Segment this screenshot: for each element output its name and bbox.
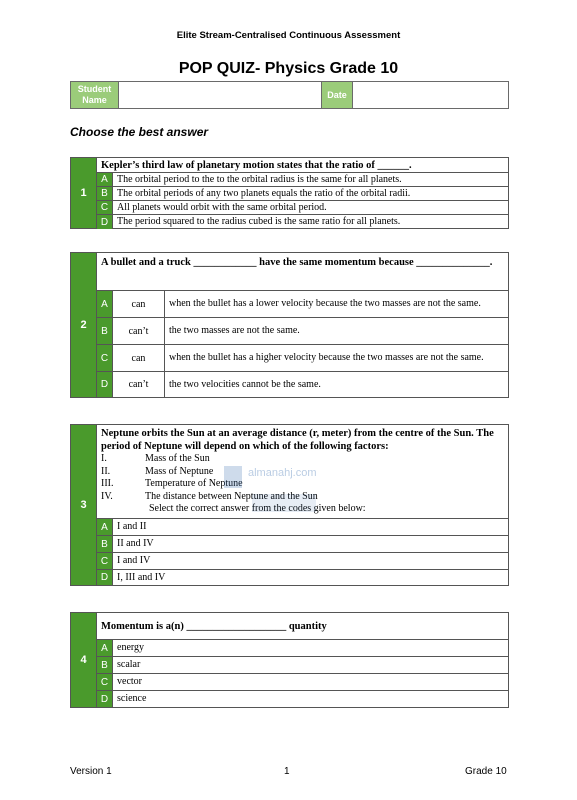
footer-grade: Grade 10 — [465, 766, 507, 777]
option-text: All planets would orbit with the same orbital period. — [117, 201, 327, 213]
factor-number: III. — [101, 478, 114, 489]
option-letter: D — [97, 570, 113, 585]
question-stem: Kepler’s third law of planetary motion states that the ratio of ______. — [97, 158, 508, 173]
question-1 — [70, 157, 509, 229]
option-letter: B — [97, 187, 113, 200]
student-name-field[interactable] — [118, 82, 322, 108]
option-row[interactable] — [97, 345, 508, 372]
question-2 — [70, 252, 509, 398]
option-verb: can — [113, 345, 165, 371]
instruction-text: Choose the best answer — [70, 125, 209, 139]
option-row[interactable] — [97, 201, 508, 215]
option-letter: A — [97, 519, 113, 535]
option-text: the two velocities cannot be the same. — [169, 378, 321, 390]
option-text: energy — [117, 642, 145, 653]
factor-text: Temperature of Neptune — [145, 478, 243, 489]
codes-instruction: Select the correct answer from the codes given below: — [149, 503, 366, 514]
option-verb: can’t — [113, 372, 165, 397]
student-info-row — [70, 81, 509, 109]
factor-number: II. — [101, 465, 111, 477]
option-letter: C — [97, 553, 113, 569]
option-row[interactable] — [97, 674, 508, 691]
question-number: 1 — [71, 158, 97, 228]
option-row[interactable] — [97, 536, 508, 553]
date-label: Date — [322, 82, 353, 108]
option-text: the two masses are not the same. — [169, 325, 300, 336]
option-text: I and IV — [117, 555, 151, 566]
option-letter: D — [97, 215, 113, 229]
option-row[interactable] — [97, 553, 508, 570]
option-letter: C — [97, 201, 113, 214]
option-text: The period squared to the radius cubed is the same ratio for all planets. — [117, 216, 401, 227]
option-row[interactable] — [97, 215, 508, 229]
footer-version: Version 1 — [70, 766, 112, 777]
option-row[interactable] — [97, 187, 508, 201]
option-text: The orbital period to the to the orbital radius is the same for all planets. — [117, 173, 402, 185]
option-row[interactable] — [97, 657, 508, 674]
question-4 — [70, 612, 509, 708]
factor-text: The distance between Neptune and the Sun — [145, 490, 318, 502]
question-stem: Neptune orbits the Sun at an average distance (r, meter) from the centre of the Sun. The period of Neptune will depend on which of the following factors: — [101, 428, 494, 452]
question-number: 4 — [71, 613, 97, 707]
option-letter: A — [97, 291, 113, 317]
option-row[interactable] — [97, 318, 508, 345]
option-row[interactable] — [97, 570, 508, 585]
option-text: I and II — [117, 521, 147, 532]
option-text: scalar — [117, 659, 141, 670]
watermark-logo — [222, 460, 338, 524]
factor-number: I. — [101, 453, 107, 464]
option-row[interactable] — [97, 640, 508, 657]
option-letter: D — [97, 372, 113, 397]
option-row[interactable] — [97, 691, 508, 707]
option-text: II and IV — [117, 538, 154, 549]
option-letter: A — [97, 173, 113, 186]
option-text: when the bullet has a lower velocity because the two masses are not the same. — [169, 298, 481, 309]
question-number: 3 — [71, 425, 97, 585]
question-number: 2 — [71, 253, 97, 397]
option-verb: can’t — [113, 318, 165, 344]
assessment-header: Elite Stream-Centralised Continuous Assessment — [176, 30, 401, 41]
question-stem: Momentum is a(n) ___________________ quantity — [97, 613, 508, 640]
option-letter: B — [97, 657, 113, 673]
option-letter: C — [97, 345, 113, 371]
factor-text: Mass of the Sun — [145, 453, 210, 464]
option-letter: A — [97, 640, 113, 656]
option-letter: B — [97, 318, 113, 344]
option-text: when the bullet has a higher velocity because the two masses are not the same. — [169, 352, 484, 363]
page-title: POP QUIZ- Physics Grade 10 — [178, 60, 399, 77]
factor-text: Mass of Neptune — [145, 465, 214, 477]
option-text: The orbital periods of any two planets equals the ratio of the orbital radii. — [117, 187, 411, 199]
student-name-label: Student Name — [71, 82, 118, 108]
option-verb: can — [113, 291, 165, 317]
option-text: science — [117, 693, 147, 704]
option-text: vector — [117, 676, 142, 687]
option-letter: B — [97, 536, 113, 552]
option-letter: D — [97, 691, 113, 707]
question-stem: A bullet and a truck ____________ have the same momentum because ______________. — [97, 253, 508, 291]
option-row[interactable] — [97, 291, 508, 318]
footer-page-number: 1 — [284, 766, 290, 777]
option-row[interactable] — [97, 372, 508, 397]
option-letter: C — [97, 674, 113, 690]
watermark-text: almanahj.com — [248, 467, 317, 479]
date-field[interactable] — [353, 82, 508, 108]
factor-number: IV. — [101, 490, 113, 502]
option-row[interactable] — [97, 173, 508, 187]
option-text: I, III and IV — [117, 571, 166, 583]
